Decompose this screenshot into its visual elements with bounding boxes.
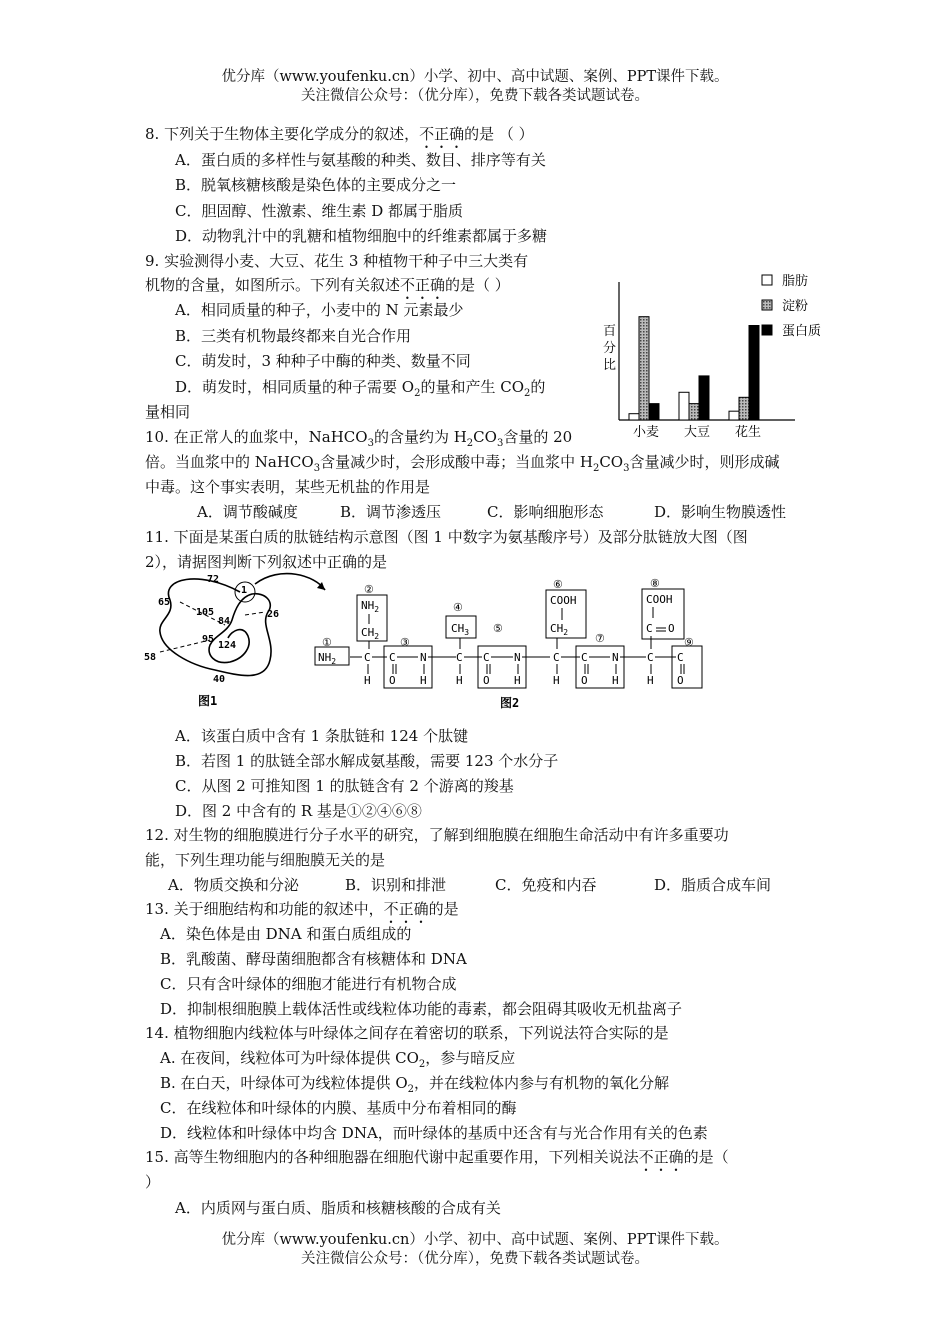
- marker-9: ⑨: [684, 636, 694, 649]
- y-label-1: 百: [603, 324, 617, 339]
- legend-swatch-protein: [762, 325, 772, 335]
- marker-2: ②: [364, 583, 374, 596]
- q11-option-d: D．图 2 中含有的 R 基是①②④⑥⑧: [175, 802, 422, 820]
- svg-text:O: O: [677, 674, 684, 687]
- q10-option-a: A．调节酸碱度: [197, 503, 298, 521]
- svg-text:N: N: [514, 651, 521, 664]
- legend-swatch-fat: [762, 275, 772, 285]
- svg-text:COOH: COOH: [646, 593, 673, 606]
- label-84: 84: [218, 616, 231, 627]
- svg-text:H: H: [647, 674, 654, 687]
- bar-protein-2: [699, 376, 709, 420]
- q8-option-b: B．脱氧核糖核酸是染色体的主要成分之一: [175, 176, 457, 194]
- figure-2-caption: 图2: [500, 696, 520, 710]
- label-105: 105: [196, 607, 215, 618]
- legend-swatch-starch: [762, 300, 772, 310]
- bar-protein-3: [749, 326, 759, 421]
- q9-option-d-cont: 量相同: [145, 403, 191, 421]
- label-58: 58: [144, 652, 157, 663]
- q10-stem-1: 10. 在正常人的血浆中，NaHCO$_3$的含量约为 $H_2CO_3$含量的 20: [145, 428, 573, 449]
- svg-text:O: O: [581, 674, 588, 687]
- q9-stem-1: 9. 实验测得小麦、大豆、花生 3 种植物干种子中三大类有: [145, 252, 529, 270]
- q10-option-b: B．调节渗透压: [340, 503, 442, 521]
- q8-option-a: A．蛋白质的多样性与氨基酸的种类、数目、排序等有关: [175, 151, 546, 169]
- footer-line-1: 优分库（www.youfenku.cn）小学、初中、高中试题、案例、PPT课件下载。: [221, 1232, 729, 1248]
- bar-starch-1: [639, 317, 649, 420]
- q11-option-b: B．若图 1 的肽链全部水解成氨基酸，需要 123 个水分子: [175, 752, 559, 770]
- svg-text:CH3: $CH_3$: [451, 622, 470, 637]
- legend-label-fat: 脂肪: [782, 274, 809, 289]
- chain-path: [160, 579, 271, 676]
- q14-option-d: D．线粒体和叶绿体中均含 DNA，而叶绿体的基质中还含有与光合作用有关的色素: [160, 1124, 708, 1142]
- q9-option-a: A．相同质量的种子，小麦中的 N 元素最少: [175, 301, 464, 319]
- q12-stem-1: 12. 对生物的细胞膜进行分子水平的研究，了解到细胞膜在细胞生命活动中有许多重要功: [145, 826, 729, 844]
- footer-line-2: 关注微信公众号：（优分库），免费下载各类试题试卷。: [301, 1251, 649, 1267]
- q12-option-d: D．脂质合成车间: [654, 876, 772, 894]
- marker-5: ⑤: [493, 622, 503, 635]
- q13-option-d: D．抑制根细胞膜上载体活性或线粒体功能的毒素，都会阻碍其吸收无机盐离子: [160, 1000, 683, 1018]
- svg-text:NH2: $NH_2$: [361, 599, 380, 614]
- q10-option-d: D．影响生物膜透性: [654, 503, 787, 521]
- q13-option-c: C．只有含叶绿体的细胞才能进行有机物合成: [160, 975, 457, 993]
- header-line-2: 关注微信公众号：（优分库），免费下载各类试题试卷。: [301, 88, 649, 104]
- svg-text:C: C: [581, 651, 588, 664]
- q11-option-c: C．从图 2 可推知图 1 的肽链含有 2 个游离的羧基: [175, 777, 514, 795]
- svg-text:C: C: [364, 651, 371, 664]
- svg-text:H: H: [420, 674, 427, 687]
- q9-option-c: C．萌发时，3 种种子中酶的种类、数量不同: [175, 352, 471, 370]
- label-40: 40: [213, 674, 226, 685]
- bar-protein-1: [649, 404, 659, 420]
- svg-text:N: N: [612, 651, 619, 664]
- marker-4: ④: [453, 601, 463, 614]
- q14-stem: 14. 植物细胞内线粒体与叶绿体之间存在着密切的联系，下列说法符合实际的是: [145, 1024, 669, 1042]
- bar-fat-1: [629, 414, 639, 420]
- svg-text:C: C: [456, 651, 463, 664]
- q11-option-a: A．该蛋白质中含有 1 条肽链和 124 个肽键: [175, 727, 469, 745]
- label-124: 124: [218, 640, 237, 651]
- svg-text:C: C: [553, 651, 560, 664]
- bar-fat-2: [679, 392, 689, 420]
- q9-stem-2: 机物的含量，如图所示。下列有关叙述不正确的是（ ）: [145, 276, 510, 294]
- bar-starch-2: [689, 404, 699, 420]
- bar-chart: [595, 268, 835, 440]
- svg-text:COOH: COOH: [550, 594, 577, 607]
- svg-text:NH2: $NH_2$: [318, 651, 337, 666]
- svg-text:CH2: $CH_2$: [361, 626, 380, 641]
- svg-text:H: H: [553, 674, 560, 687]
- legend-label-protein: 蛋白质: [782, 324, 822, 339]
- label-1: 1: [241, 585, 248, 596]
- figure-1-peptide-chain: [140, 570, 330, 715]
- marker-1: ①: [322, 636, 332, 649]
- svg-text:H: H: [364, 674, 371, 687]
- q15-stem-2: ）: [145, 1173, 161, 1191]
- q15-option-a: A．内质网与蛋白质、脂质和核糖核酸的合成有关: [175, 1199, 501, 1217]
- svg-text:C: C: [483, 651, 490, 664]
- marker-7: ⑦: [595, 632, 605, 645]
- svg-text:H: H: [456, 674, 463, 687]
- figure-2-peptide-detail: [310, 572, 710, 717]
- q11-stem-1: 11. 下面是某蛋白质的肽链结构示意图（图 1 中数字为氨基酸序号）及部分肽链放大图（图: [145, 528, 748, 546]
- q14-option-c: C．在线粒体和叶绿体的内膜、基质中分布着相同的酶: [160, 1099, 517, 1117]
- q12-option-b: B．识别和排泄: [345, 876, 447, 894]
- q14-option-a: A. 在夜间，线粒体可为叶绿体提供 $CO_2$，参与暗反应: [160, 1049, 516, 1070]
- bond-84-26: [245, 612, 265, 615]
- label-72: 72: [207, 574, 220, 585]
- q13-option-a: A．染色体是由 DNA 和蛋白质组成的: [160, 925, 412, 943]
- svg-text:C: C: [677, 651, 684, 664]
- q13-stem: 13. 关于细胞结构和功能的叙述中，不正确的是: [145, 900, 459, 918]
- x-tick-soybean: 大豆: [684, 425, 711, 440]
- header-line-1: 优分库（www.youfenku.cn）小学、初中、高中试题、案例、PPT课件下载。: [221, 69, 729, 85]
- q14-option-b: B. 在白天，叶绿体可为线粒体提供 $O_2$，并在线粒体内参与有机物的氧化分解: [160, 1074, 670, 1095]
- y-label-2: 分: [603, 341, 617, 356]
- q12-option-a: A．物质交换和分泌: [168, 876, 299, 894]
- label-26: 26: [267, 609, 280, 620]
- svg-text:C: C: [647, 651, 654, 664]
- svg-text:N: N: [420, 651, 427, 664]
- marker-3: ③: [400, 636, 410, 649]
- x-tick-peanut: 花生: [735, 425, 762, 440]
- bar-starch-3: [739, 397, 749, 420]
- q8-option-d: D．动物乳汁中的乳糖和植物细胞中的纤维素都属于多糖: [175, 227, 548, 245]
- svg-text:H: H: [514, 674, 521, 687]
- x-tick-wheat: 小麦: [633, 425, 660, 440]
- svg-text:H: H: [612, 674, 619, 687]
- marker-8: ⑧: [650, 577, 660, 590]
- q9-option-b: B．三类有机物最终都来自光合作用: [175, 327, 412, 345]
- label-65: 65: [158, 597, 171, 608]
- q13-option-b: B．乳酸菌、酵母菌细胞都含有核糖体和 DNA: [160, 950, 467, 968]
- figure-1-caption: 图1: [198, 694, 218, 708]
- label-95: 95: [202, 634, 215, 645]
- q9-option-d: D．萌发时，相同质量的种子需要 $O_2$的量和产生 $CO_2$的: [175, 378, 546, 399]
- svg-text:C: C: [389, 651, 396, 664]
- q10-stem-3: 中毒。这个事实表明，某些无机盐的作用是: [145, 478, 431, 496]
- y-label-3: 比: [603, 358, 617, 373]
- svg-text:C: C: [646, 622, 653, 635]
- q10-option-c: C．影响细胞形态: [487, 503, 604, 521]
- q12-option-c: C．免疫和内吞: [495, 876, 597, 894]
- q10-stem-2: 倍。当血浆中的 NaHCO$_3$含量减少时，会形成酸中毒；当血浆中 $H_2CO_3$含量减少时，则形成碱: [145, 453, 780, 474]
- q11-stem-2: 2），请据图判断下列叙述中正确的是: [145, 553, 388, 571]
- q8-option-c: C．胆固醇、性激素、维生素 D 都属于脂质: [175, 202, 464, 220]
- marker-6: ⑥: [553, 578, 563, 591]
- svg-text:O: O: [483, 674, 490, 687]
- q8-stem: 8. 下列关于生物体主要化学成分的叙述，不正确的是 （ ）: [145, 125, 534, 143]
- svg-text:CH2: $CH_2$: [550, 622, 569, 637]
- legend-label-starch: 淀粉: [782, 299, 809, 314]
- svg-text:O: O: [668, 622, 675, 635]
- svg-text:O: O: [389, 674, 396, 687]
- q12-stem-2: 能，下列生理功能与细胞膜无关的是: [145, 851, 386, 869]
- bar-fat-3: [729, 411, 739, 420]
- q15-stem-1: 15. 高等生物细胞内的各种细胞器在细胞代谢中起重要作用，下列相关说法不正确的是（: [145, 1148, 729, 1166]
